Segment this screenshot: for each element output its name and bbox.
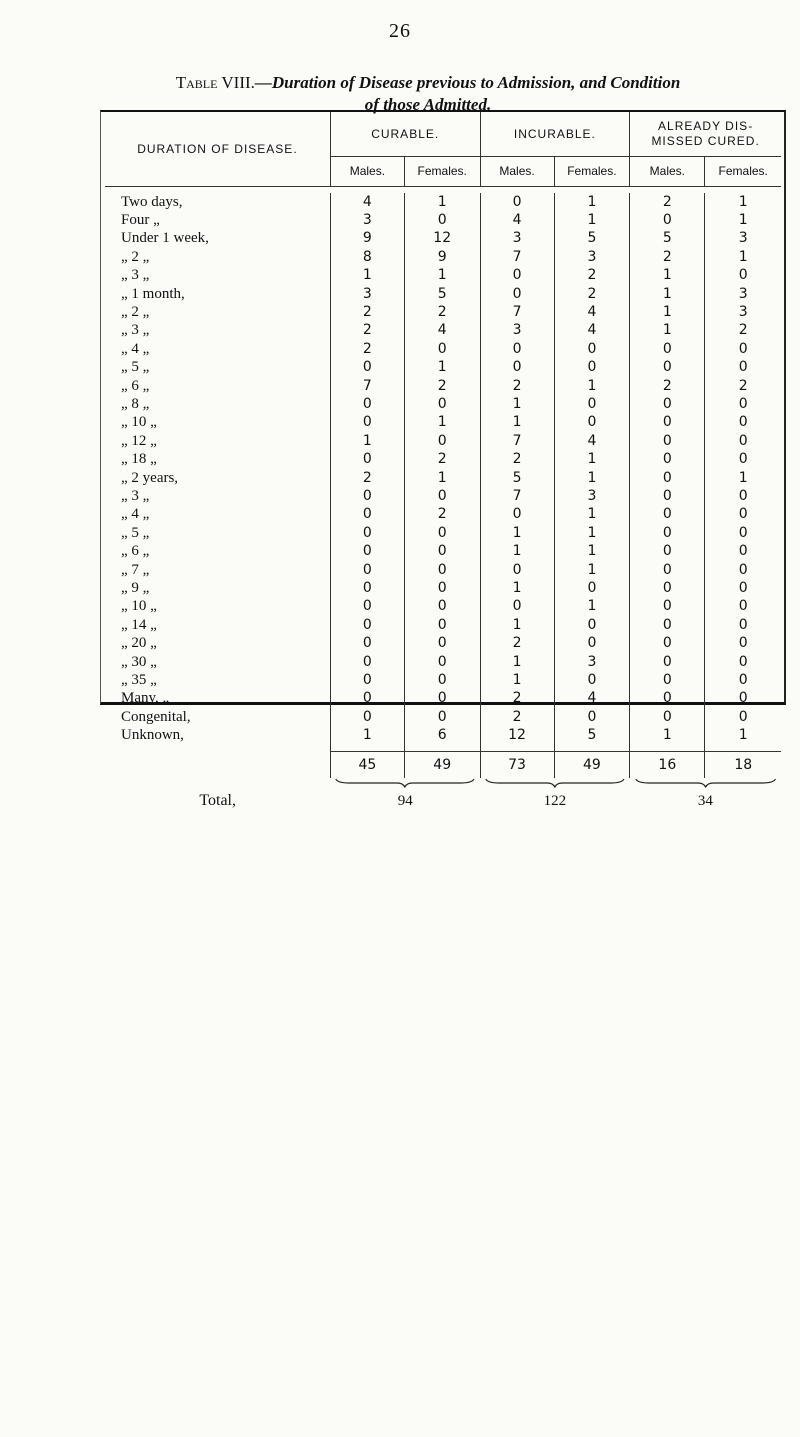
cell-already-females: 0 — [705, 579, 781, 597]
cell-incurable-females: 4 — [554, 303, 630, 321]
cell-already-males: 2 — [630, 377, 705, 395]
row-duration-label: „ 3 „ — [121, 488, 150, 504]
cell-curable-females: 0 — [404, 597, 480, 615]
cell-incurable-females: 5 — [554, 229, 630, 247]
cell-incurable-males: 1 — [480, 671, 554, 689]
row-duration-label: „ 3 „ — [121, 267, 150, 284]
cell-incurable-males: 1 — [480, 524, 554, 542]
cell-already-females: 1 — [705, 248, 781, 266]
cell-already-males: 0 — [630, 211, 705, 229]
cell-already-females: 0 — [705, 450, 781, 468]
cell-incurable-males: 0 — [480, 597, 554, 615]
row-duration-label: „ 4 „ — [121, 340, 150, 357]
cell-already-males: 0 — [630, 671, 705, 689]
cell-already-males: 2 — [630, 193, 705, 211]
cell-curable-females: 6 — [404, 726, 480, 744]
cell-already-females: 0 — [705, 340, 781, 358]
cell-incurable-males: 7 — [480, 248, 554, 266]
cell-incurable-females: 0 — [554, 579, 630, 597]
cell-incurable-males: 5 — [480, 469, 554, 487]
cell-curable-males: 0 — [330, 634, 404, 652]
table-row — [105, 708, 781, 726]
table-row — [105, 671, 781, 689]
total-incurable: 122 — [543, 792, 567, 809]
cell-incurable-females: 1 — [554, 211, 630, 229]
cell-curable-males: 4 — [330, 193, 404, 211]
cell-incurable-females: 1 — [554, 450, 630, 468]
cell-already-females: 0 — [705, 561, 781, 579]
cell-already-males: 0 — [630, 358, 705, 376]
cell-already-females: 0 — [705, 487, 781, 505]
row-duration-label: Four „ — [121, 211, 160, 228]
cell-curable-females: 9 — [404, 248, 480, 266]
cell-incurable-females: 0 — [554, 708, 630, 726]
table-row — [105, 229, 781, 247]
duration-table — [105, 112, 781, 814]
subtotal-already-males: 16 — [630, 751, 705, 778]
subtotal-already-females: 18 — [705, 751, 781, 778]
brace-label-cell — [105, 778, 330, 788]
cell-already-females: 0 — [705, 634, 781, 652]
header-curable-females: Females. — [404, 156, 480, 186]
cell-incurable-females: 1 — [554, 597, 630, 615]
cell-already-females: 1 — [705, 211, 781, 229]
cell-curable-males: 1 — [330, 726, 404, 744]
already-brace — [630, 778, 781, 788]
cell-incurable-males: 7 — [480, 432, 554, 450]
cell-curable-males: 0 — [330, 505, 404, 523]
cell-curable-females: 0 — [404, 689, 480, 707]
cell-curable-females: 0 — [404, 432, 480, 450]
cell-already-females: 1 — [705, 193, 781, 211]
cell-incurable-females: 4 — [554, 321, 630, 339]
row-duration-label: Congenital, — [121, 708, 191, 725]
table-row — [105, 689, 781, 707]
cell-already-females: 0 — [705, 616, 781, 634]
cell-already-females: 1 — [705, 469, 781, 487]
cell-incurable-females: 1 — [554, 542, 630, 560]
cell-already-males: 0 — [630, 487, 705, 505]
total-already: 34 — [697, 792, 713, 809]
row-duration-label: Two days, — [121, 193, 183, 210]
total-curable: 94 — [397, 792, 413, 809]
cell-curable-males: 2 — [330, 340, 404, 358]
row-duration-label: „ 2 years, — [121, 469, 179, 486]
cell-incurable-females: 3 — [554, 653, 630, 671]
row-duration-label: „ 7 „ — [121, 561, 150, 578]
cell-already-females: 0 — [705, 432, 781, 450]
row-duration-label: „ 3 „ — [121, 322, 150, 339]
header-already-females: Females. — [705, 156, 781, 186]
row-duration-label: „ 4 „ — [121, 506, 150, 523]
cell-incurable-females: 2 — [554, 285, 630, 303]
cell-incurable-females: 1 — [554, 469, 630, 487]
cell-curable-males: 2 — [330, 303, 404, 321]
cell-curable-males: 0 — [330, 524, 404, 542]
subtotal-curable-males: 45 — [330, 751, 404, 778]
cell-incurable-males: 0 — [480, 358, 554, 376]
cell-already-males: 5 — [630, 229, 705, 247]
cell-curable-males: 0 — [330, 671, 404, 689]
cell-curable-males: 2 — [330, 321, 404, 339]
cell-curable-males: 3 — [330, 285, 404, 303]
cell-already-males: 1 — [630, 266, 705, 284]
table-row — [105, 634, 781, 652]
cell-incurable-females: 0 — [554, 616, 630, 634]
cell-curable-females: 0 — [404, 708, 480, 726]
table-row — [105, 321, 781, 339]
table-row — [105, 266, 781, 284]
table-row — [105, 413, 781, 431]
cell-incurable-males: 1 — [480, 653, 554, 671]
header-incurable-males: Males. — [480, 156, 554, 186]
cell-incurable-males: 0 — [480, 340, 554, 358]
cell-incurable-males: 0 — [480, 505, 554, 523]
cell-curable-females: 1 — [404, 266, 480, 284]
row-duration-label: „ 6 „ — [121, 377, 150, 394]
table-row — [105, 579, 781, 597]
cell-curable-females: 0 — [404, 561, 480, 579]
table-row — [105, 469, 781, 487]
cell-incurable-males: 1 — [480, 395, 554, 413]
row-duration-label: „ 8 „ — [121, 395, 150, 412]
cell-incurable-females: 4 — [554, 432, 630, 450]
subtotal-label-cell — [105, 751, 330, 778]
cell-already-females: 0 — [705, 671, 781, 689]
table-row — [105, 285, 781, 303]
cell-already-females: 0 — [705, 689, 781, 707]
cell-curable-females: 4 — [404, 321, 480, 339]
cell-curable-females: 0 — [404, 579, 480, 597]
cell-curable-males: 0 — [330, 579, 404, 597]
row-duration-label: „ 2 „ — [121, 248, 150, 265]
cell-curable-females: 0 — [404, 211, 480, 229]
cell-incurable-males: 7 — [480, 303, 554, 321]
cell-already-males: 0 — [630, 524, 705, 542]
cell-curable-females: 5 — [404, 285, 480, 303]
cell-already-males: 0 — [630, 432, 705, 450]
cell-incurable-females: 5 — [554, 726, 630, 744]
cell-already-males: 0 — [630, 450, 705, 468]
table-row — [105, 377, 781, 395]
cell-incurable-females: 0 — [554, 634, 630, 652]
cell-incurable-females: 0 — [554, 340, 630, 358]
row-duration-label: „ 20 „ — [121, 635, 157, 652]
cell-already-males: 0 — [630, 653, 705, 671]
cell-curable-males: 0 — [330, 358, 404, 376]
header-incurable-females: Females. — [554, 156, 630, 186]
header-already-males: Males. — [630, 156, 705, 186]
cell-curable-males: 0 — [330, 413, 404, 431]
cell-curable-males: 1 — [330, 432, 404, 450]
cell-already-females: 0 — [705, 266, 781, 284]
cell-already-females: 0 — [705, 653, 781, 671]
caption-label: Table VIII. — [175, 73, 255, 92]
cell-already-females: 1 — [705, 726, 781, 744]
table-row — [105, 653, 781, 671]
cell-incurable-females: 1 — [554, 505, 630, 523]
row-duration-label: Many, „ — [121, 690, 170, 707]
header-curable-males: Males. — [330, 156, 404, 186]
cell-curable-females: 0 — [404, 395, 480, 413]
cell-incurable-males: 2 — [480, 689, 554, 707]
cell-incurable-males: 1 — [480, 413, 554, 431]
cell-curable-females: 0 — [404, 542, 480, 560]
cell-curable-females: 12 — [404, 229, 480, 247]
cell-already-females: 0 — [705, 358, 781, 376]
cell-incurable-males: 7 — [480, 487, 554, 505]
cell-already-females: 0 — [705, 708, 781, 726]
subtotal-curable-females: 49 — [404, 751, 480, 778]
cell-incurable-females: 0 — [554, 358, 630, 376]
cell-already-females: 2 — [705, 377, 781, 395]
table-row — [105, 597, 781, 615]
cell-incurable-males: 2 — [480, 708, 554, 726]
header-curable: CURABLE. — [330, 112, 480, 156]
row-duration-label: „ 5 „ — [121, 359, 150, 376]
cell-incurable-males: 1 — [480, 616, 554, 634]
cell-already-females: 3 — [705, 285, 781, 303]
table-row — [105, 340, 781, 358]
cell-incurable-females: 3 — [554, 248, 630, 266]
cell-incurable-females: 0 — [554, 395, 630, 413]
header-duration: DURATION OF DISEASE. — [105, 112, 330, 186]
cell-already-males: 1 — [630, 285, 705, 303]
cell-curable-females: 0 — [404, 653, 480, 671]
cell-curable-females: 1 — [404, 469, 480, 487]
cell-curable-females: 1 — [404, 358, 480, 376]
cell-curable-males: 1 — [330, 266, 404, 284]
table-row — [105, 487, 781, 505]
cell-curable-males: 9 — [330, 229, 404, 247]
cell-already-females: 0 — [705, 413, 781, 431]
cell-incurable-females: 3 — [554, 487, 630, 505]
cell-incurable-males: 12 — [480, 726, 554, 744]
cell-curable-females: 0 — [404, 487, 480, 505]
curable-brace-icon — [330, 778, 480, 788]
cell-incurable-males: 0 — [480, 285, 554, 303]
cell-incurable-females: 0 — [554, 413, 630, 431]
cell-curable-males: 0 — [330, 653, 404, 671]
cell-curable-males: 0 — [330, 450, 404, 468]
cell-curable-females: 0 — [404, 524, 480, 542]
subtotal-incurable-males: 73 — [480, 751, 554, 778]
cell-already-males: 0 — [630, 616, 705, 634]
total-label: Total, — [199, 791, 236, 809]
cell-already-males: 0 — [630, 597, 705, 615]
row-duration-label: „ 5 „ — [121, 524, 150, 541]
cell-incurable-males: 2 — [480, 634, 554, 652]
row-duration-label: „ 10 „ — [121, 598, 157, 615]
page-number: 26 — [389, 20, 411, 42]
brace-row — [105, 778, 781, 788]
cell-incurable-females: 1 — [554, 377, 630, 395]
cell-already-males: 0 — [630, 689, 705, 707]
cell-curable-males: 0 — [330, 708, 404, 726]
cell-already-males: 2 — [630, 248, 705, 266]
row-duration-label: „ 10 „ — [121, 414, 157, 431]
cell-curable-females: 0 — [404, 340, 480, 358]
cell-curable-females: 1 — [404, 193, 480, 211]
row-duration-label: „ 1 month, — [121, 285, 185, 302]
table-row — [105, 561, 781, 579]
cell-already-females: 2 — [705, 321, 781, 339]
table-frame — [100, 110, 786, 809]
cell-already-females: 0 — [705, 505, 781, 523]
table-row — [105, 542, 781, 560]
cell-already-males: 1 — [630, 726, 705, 744]
cell-incurable-males: 0 — [480, 561, 554, 579]
cell-curable-males: 2 — [330, 469, 404, 487]
cell-incurable-males: 0 — [480, 266, 554, 284]
cell-curable-males: 0 — [330, 689, 404, 707]
cell-already-females: 3 — [705, 229, 781, 247]
cell-curable-females: 0 — [404, 671, 480, 689]
cell-incurable-females: 1 — [554, 193, 630, 211]
cell-incurable-males: 2 — [480, 377, 554, 395]
cell-curable-males: 7 — [330, 377, 404, 395]
cell-curable-females: 2 — [404, 303, 480, 321]
cell-incurable-males: 0 — [480, 193, 554, 211]
table-row — [105, 248, 781, 266]
cell-curable-females: 1 — [404, 413, 480, 431]
row-duration-label: „ 6 „ — [121, 543, 150, 560]
cell-curable-males: 0 — [330, 561, 404, 579]
table-row — [105, 358, 781, 376]
cell-already-females: 0 — [705, 542, 781, 560]
cell-already-males: 0 — [630, 561, 705, 579]
row-duration-label: „ 2 „ — [121, 303, 150, 320]
cell-incurable-females: 1 — [554, 561, 630, 579]
cell-curable-females: 0 — [404, 634, 480, 652]
row-duration-label: „ 35 „ — [121, 672, 157, 689]
cell-already-females: 3 — [705, 303, 781, 321]
cell-already-males: 0 — [630, 708, 705, 726]
table-row — [105, 524, 781, 542]
cell-curable-males: 0 — [330, 542, 404, 560]
cell-curable-males: 8 — [330, 248, 404, 266]
table-row — [105, 726, 781, 744]
cell-incurable-males: 3 — [480, 229, 554, 247]
cell-curable-males: 0 — [330, 597, 404, 615]
cell-curable-females: 2 — [404, 450, 480, 468]
table-row — [105, 193, 781, 211]
cell-already-males: 1 — [630, 303, 705, 321]
cell-already-males: 0 — [630, 395, 705, 413]
row-duration-label: „ 12 „ — [121, 432, 157, 449]
total-row — [105, 788, 781, 814]
cell-already-females: 0 — [705, 395, 781, 413]
cell-curable-males: 0 — [330, 616, 404, 634]
row-duration-label: „ 14 „ — [121, 616, 157, 633]
cell-incurable-females: 1 — [554, 524, 630, 542]
row-duration-label: „ 18 „ — [121, 451, 157, 468]
cell-incurable-males: 4 — [480, 211, 554, 229]
cell-incurable-females: 0 — [554, 671, 630, 689]
cell-curable-males: 0 — [330, 487, 404, 505]
incurable-brace-icon — [480, 778, 630, 788]
cell-already-females: 0 — [705, 524, 781, 542]
cell-curable-males: 0 — [330, 395, 404, 413]
cell-already-males: 0 — [630, 579, 705, 597]
incurable-brace — [480, 778, 630, 788]
cell-curable-females: 0 — [404, 616, 480, 634]
row-duration-label: Under 1 week, — [121, 230, 209, 247]
cell-already-males: 0 — [630, 413, 705, 431]
cell-already-males: 0 — [630, 469, 705, 487]
table-row — [105, 616, 781, 634]
cell-incurable-females: 4 — [554, 689, 630, 707]
cell-incurable-males: 2 — [480, 450, 554, 468]
subtotal-row — [105, 751, 781, 778]
table-row — [105, 303, 781, 321]
table-row — [105, 395, 781, 413]
already-brace-icon — [630, 778, 781, 788]
caption-title-line1: —Duration of Disease previous to Admission, and Condition — [254, 73, 681, 92]
header-incurable: INCURABLE. — [480, 112, 630, 156]
cell-already-females: 0 — [705, 597, 781, 615]
curable-brace — [330, 778, 480, 788]
cell-already-males: 0 — [630, 542, 705, 560]
cell-incurable-males: 3 — [480, 321, 554, 339]
cell-already-males: 0 — [630, 634, 705, 652]
cell-curable-females: 2 — [404, 377, 480, 395]
cell-already-males: 0 — [630, 505, 705, 523]
caption-title-line2: of those Admitted. — [364, 95, 492, 114]
cell-curable-females: 2 — [404, 505, 480, 523]
cell-curable-males: 3 — [330, 211, 404, 229]
cell-already-males: 1 — [630, 321, 705, 339]
subtotal-incurable-females: 49 — [554, 751, 630, 778]
table-row — [105, 450, 781, 468]
header-already-dismissed: ALREADY DIS- MISSED CURED. — [630, 112, 781, 156]
table-row — [105, 505, 781, 523]
row-duration-label: „ 30 „ — [121, 653, 157, 670]
cell-incurable-males: 1 — [480, 542, 554, 560]
cell-incurable-females: 2 — [554, 266, 630, 284]
cell-incurable-males: 1 — [480, 579, 554, 597]
table-row — [105, 432, 781, 450]
cell-already-males: 0 — [630, 340, 705, 358]
row-duration-label: Unknown, — [121, 727, 184, 744]
table-row — [105, 211, 781, 229]
row-duration-label: „ 9 „ — [121, 580, 150, 597]
